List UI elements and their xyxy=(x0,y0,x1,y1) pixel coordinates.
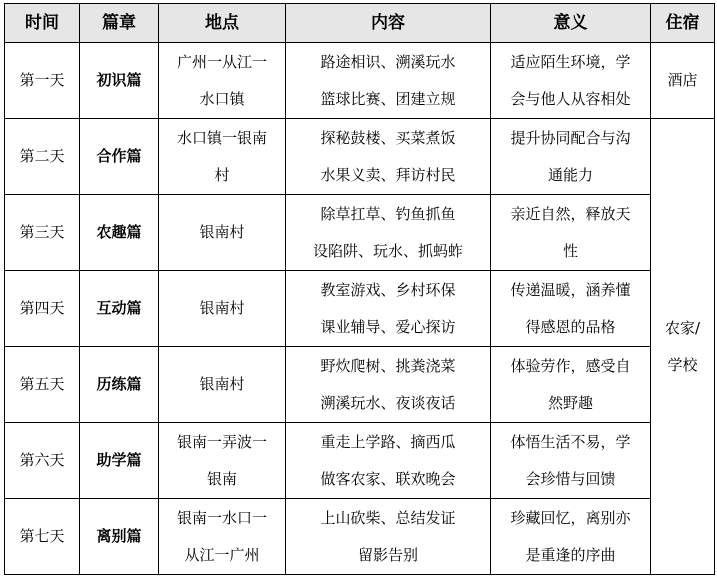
content-line: 野炊爬树、挑粪浇菜 xyxy=(320,356,456,375)
content-line: 重走上学路、摘西瓜 xyxy=(320,432,456,451)
content-line: 设陷阱、玩水、抓蚂蚱 xyxy=(312,241,463,260)
content-cell xyxy=(286,271,491,347)
content-line: 教室游戏、乡村环保 xyxy=(320,280,456,299)
chapter-cell: 合作篇 xyxy=(80,119,159,195)
chapter-cell: 离别篇 xyxy=(80,499,159,575)
meaning-line: 珍藏回忆，离别亦 xyxy=(510,508,631,527)
itinerary-table xyxy=(4,3,715,575)
place-cell xyxy=(159,271,286,347)
meaning-line: 然野趣 xyxy=(547,393,593,412)
table-row xyxy=(5,499,715,575)
content-line: 篮球比赛、团建立规 xyxy=(320,89,456,108)
meaning-line: 亲近自然，释放天 xyxy=(510,204,631,223)
chapter-cell: 农趣篇 xyxy=(80,195,159,271)
meaning-cell xyxy=(491,499,651,575)
content-line: 做客农家、联欢晚会 xyxy=(320,469,456,488)
place-cell xyxy=(159,195,286,271)
content-line: 水果义卖、拜访村民 xyxy=(320,165,456,184)
place-line: 银南村 xyxy=(199,375,245,393)
meaning-line: 得感恩的品格 xyxy=(525,317,616,336)
lodging-cell-farm-school xyxy=(651,119,715,575)
place-line: 村 xyxy=(214,165,230,184)
place-cell xyxy=(159,423,286,499)
header-time: 时间 xyxy=(5,4,80,43)
table-row xyxy=(5,195,715,271)
time-cell: 第六天 xyxy=(5,423,80,499)
table-row xyxy=(5,347,715,423)
content-cell xyxy=(286,499,491,575)
meaning-cell xyxy=(491,271,651,347)
time-cell: 第三天 xyxy=(5,195,80,271)
time-cell: 第五天 xyxy=(5,347,80,423)
place-line: 从江一广州 xyxy=(184,545,260,564)
lodging-cell-hotel: 酒店 xyxy=(651,43,715,119)
content-cell xyxy=(286,423,491,499)
chapter-cell: 历练篇 xyxy=(80,347,159,423)
content-cell xyxy=(286,43,491,119)
meaning-line: 会与他人从容相处 xyxy=(510,89,631,108)
meaning-line: 传递温暖，涵养懂 xyxy=(510,280,631,299)
lodging-line: 农家/ xyxy=(664,318,701,337)
meaning-cell xyxy=(491,43,651,119)
chapter-cell: 初识篇 xyxy=(80,43,159,119)
chapter-cell: 互动篇 xyxy=(80,271,159,347)
meaning-cell xyxy=(491,195,651,271)
place-line: 银南村 xyxy=(199,223,245,241)
content-line: 溯溪玩水、夜谈夜话 xyxy=(320,393,456,412)
place-line: 水口镇一银南 xyxy=(176,128,267,147)
header-meaning: 意义 xyxy=(491,4,651,43)
time-cell: 第二天 xyxy=(5,119,80,195)
lodging-line: 学校 xyxy=(667,355,698,374)
meaning-line: 通能力 xyxy=(547,165,593,184)
meaning-line: 会珍惜与回馈 xyxy=(525,469,616,488)
meaning-line: 提升协同配合与沟 xyxy=(510,128,631,147)
table-row xyxy=(5,271,715,347)
place-line: 银南 xyxy=(206,469,237,488)
place-cell xyxy=(159,499,286,575)
content-line: 除草扛草、钓鱼抓鱼 xyxy=(320,204,456,223)
meaning-cell xyxy=(491,119,651,195)
meaning-cell xyxy=(491,347,651,423)
table-row xyxy=(5,119,715,195)
content-line: 课业辅导、爱心探访 xyxy=(320,317,456,336)
table-row xyxy=(5,43,715,119)
place-line: 银南村 xyxy=(199,299,245,317)
content-line: 上山砍柴、总结发证 xyxy=(320,508,456,527)
meaning-line: 性 xyxy=(562,241,578,260)
time-cell: 第四天 xyxy=(5,271,80,347)
place-line: 广州一从江一 xyxy=(176,52,267,71)
place-cell xyxy=(159,43,286,119)
header-content: 内容 xyxy=(286,4,491,43)
place-cell xyxy=(159,119,286,195)
header-row xyxy=(5,4,715,43)
content-line: 路途相识、溯溪玩水 xyxy=(320,52,456,71)
header-lodging: 住宿 xyxy=(651,4,715,43)
meaning-line: 体验劳作，感受自 xyxy=(510,356,631,375)
meaning-line: 适应陌生环境，学 xyxy=(510,52,631,71)
header-place: 地点 xyxy=(159,4,286,43)
time-cell: 第七天 xyxy=(5,499,80,575)
content-cell xyxy=(286,347,491,423)
table-row xyxy=(5,423,715,499)
place-cell xyxy=(159,347,286,423)
place-line: 银南一弄波一 xyxy=(176,432,267,451)
content-cell xyxy=(286,119,491,195)
chapter-cell: 助学篇 xyxy=(80,423,159,499)
meaning-line: 体悟生活不易，学 xyxy=(510,432,631,451)
content-line: 留影告别 xyxy=(357,545,418,564)
content-cell xyxy=(286,195,491,271)
content-line: 探秘鼓楼、买菜煮饭 xyxy=(320,128,456,147)
place-line: 水口镇 xyxy=(199,89,245,108)
header-chapter: 篇章 xyxy=(80,4,159,43)
meaning-cell xyxy=(491,423,651,499)
meaning-line: 是重逢的序曲 xyxy=(525,545,616,564)
place-line: 银南一水口一 xyxy=(176,508,267,527)
time-cell: 第一天 xyxy=(5,43,80,119)
